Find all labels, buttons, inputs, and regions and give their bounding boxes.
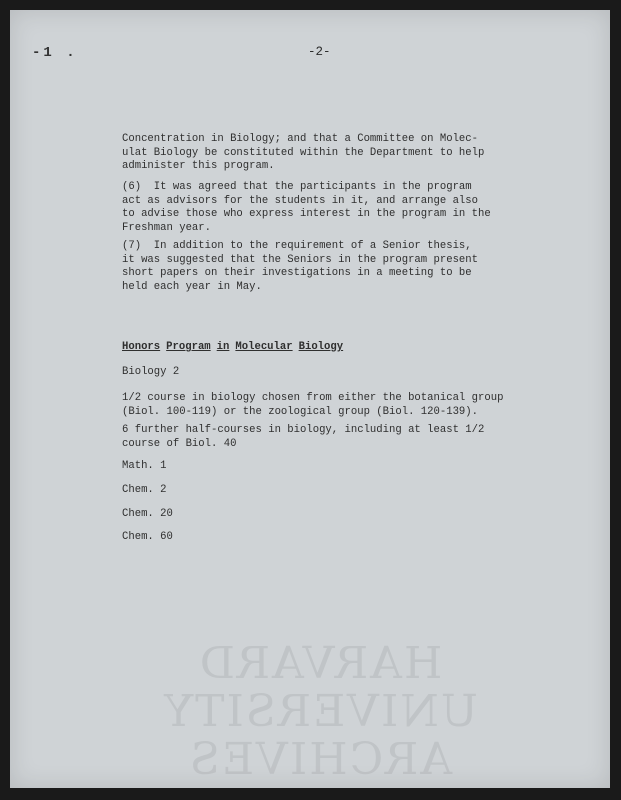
requirement-half-course: 1/2 course in biology chosen from either the botanical group (Biol. 100-119) or the zoological group (Biol. 120-139). bbox=[122, 392, 504, 418]
corner-mark: -1 . bbox=[32, 45, 78, 61]
paragraph-item-6: (6) It was agreed that the participants in the program act as advisors for the students in it, and arrange also to advise those who express interest in the program in the Freshman year. bbox=[122, 181, 491, 234]
requirement-further-half-courses: 6 further half-courses in biology, including at least 1/2 course of Biol. 40 bbox=[122, 424, 485, 450]
document-page bbox=[10, 10, 610, 788]
heading-word-5: Biology bbox=[298, 341, 344, 353]
requirement-chem-20: Chem. 20 bbox=[122, 508, 173, 520]
heading-word-2: Program bbox=[166, 341, 211, 353]
paragraph-item-7: (7) In addition to the requirement of a Senior thesis, it was suggested that the Seniors in the program present short papers on their investigations in a meeting to be held each year in May. bbox=[122, 240, 479, 293]
requirement-math-1: Math. 1 bbox=[122, 460, 167, 472]
page-number: -2- bbox=[308, 45, 331, 59]
requirement-chem-60: Chem. 60 bbox=[122, 531, 173, 543]
section-heading bbox=[122, 341, 349, 353]
heading-word-3: in bbox=[216, 341, 230, 353]
bleed-through-stamp: HARVARD UNIVERSITY ARCHIVES bbox=[162, 638, 478, 785]
paragraph-concentration: Concentration in Biology; and that a Committee on Molec- ulat Biology be constituted within the Department to help administer this program. bbox=[122, 133, 485, 172]
requirement-biology-2: Biology 2 bbox=[122, 366, 180, 378]
heading-word-4: Molecular bbox=[235, 341, 293, 353]
heading-word-1: Honors bbox=[122, 341, 161, 353]
requirement-chem-2: Chem. 2 bbox=[122, 484, 167, 496]
